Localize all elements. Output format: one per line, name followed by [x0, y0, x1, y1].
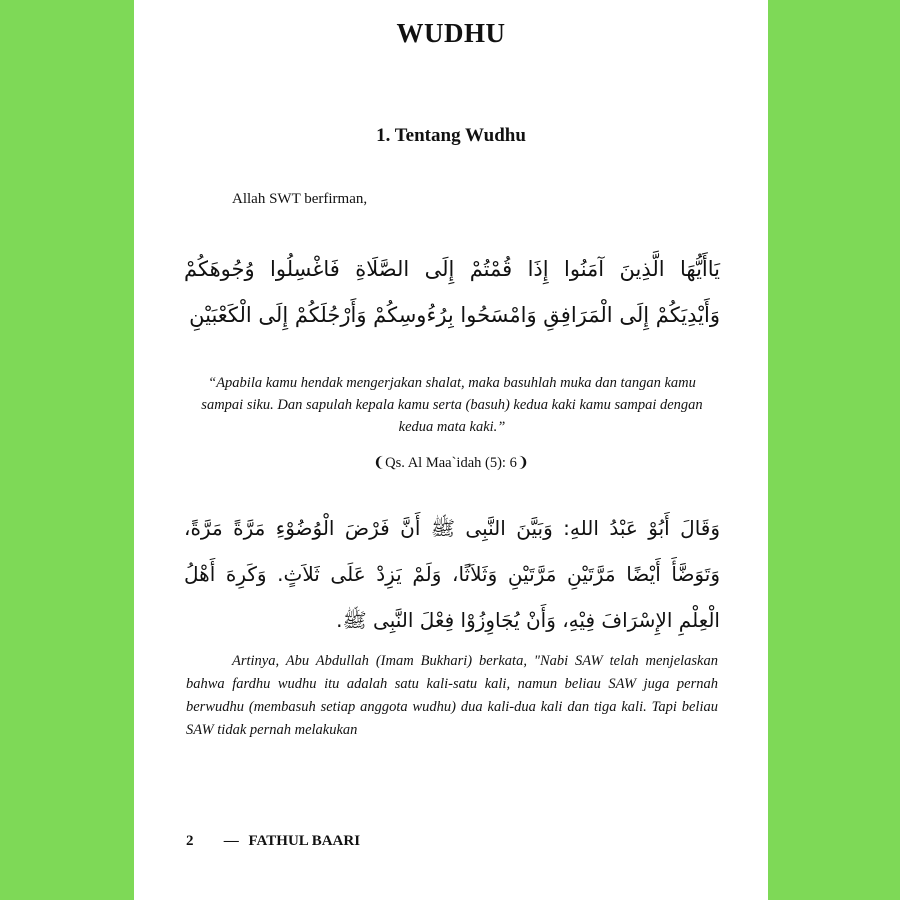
verse-citation: ❨Qs. Al Maa`idah (5): 6❩ [373, 455, 529, 471]
arabic-verse: يَاأَيُّهَا الَّذِينَ آمَنُوا إِذَا قُمْتُمْ إِلَى الصَّلَاةِ فَاغْسِلُوا وُجُوهَكُمْ وَأَيْدِيَكُمْ إِلَى الْمَرَافِقِ وَامْسَحُوا بِرُءُوسِكُمْ وَأَرْجُلَكُمْ إِلَى الْكَعْبَيْنِ [184, 257, 720, 327]
page-footer [186, 833, 360, 850]
section-heading: 1. Tentang Wudhu [376, 125, 526, 146]
arabic-hadith: وَقَالَ أَبُوْ عَبْدُ اللهِ: وَبَيَّنَ النَّبِى ﷺ أَنَّ فَرْضَ الْوُضُوْءِ مَرَّةً مَرَّةً، وَتَوَضَّأَ أَيْضًا مَرَّتَيْنِ مَرَّتَيْنِ وَثَلاَثًا، وَلَمْ يَزِدْ عَلَى ثَلاَثٍ. وَكَرِهَ أَهْلُ الْعِلْمِ الإِسْرَافَ فِيْهِ، وَأَنْ يُجَاوِزُوْا فِعْلَ النَّبِى ﷺ. [184, 516, 720, 632]
page-number: 2 [186, 833, 194, 849]
footer-dash: — [223, 833, 239, 849]
hadith-translation: Artinya, Abu Abdullah (Imam Bukhari) berkata, "Nabi SAW telah menjelaskan bahwa fardhu wudhu itu adalah satu kali-satu kali, namun beliau SAW juga pernah berwudhu (membasuh setiap anggota wudhu) dua kali-dua kali dan tiga kali. Tapi beliau SAW tidak pernah melakukan [186, 653, 718, 738]
book-title: FATHUL BAARI [248, 833, 361, 849]
verse-translation: “Apabila kamu hendak mengerjakan shalat, maka basuhlah muka dan tangan kamu sampai siku. Dan sapulah kepala kamu serta (basuh) kedua kaki kamu sampai dengan kedua mata kaki.” [201, 375, 703, 435]
chapter-title: WUDHU [396, 18, 506, 48]
book-page [134, 0, 768, 900]
intro-text: Allah SWT berfirman, [232, 191, 368, 207]
